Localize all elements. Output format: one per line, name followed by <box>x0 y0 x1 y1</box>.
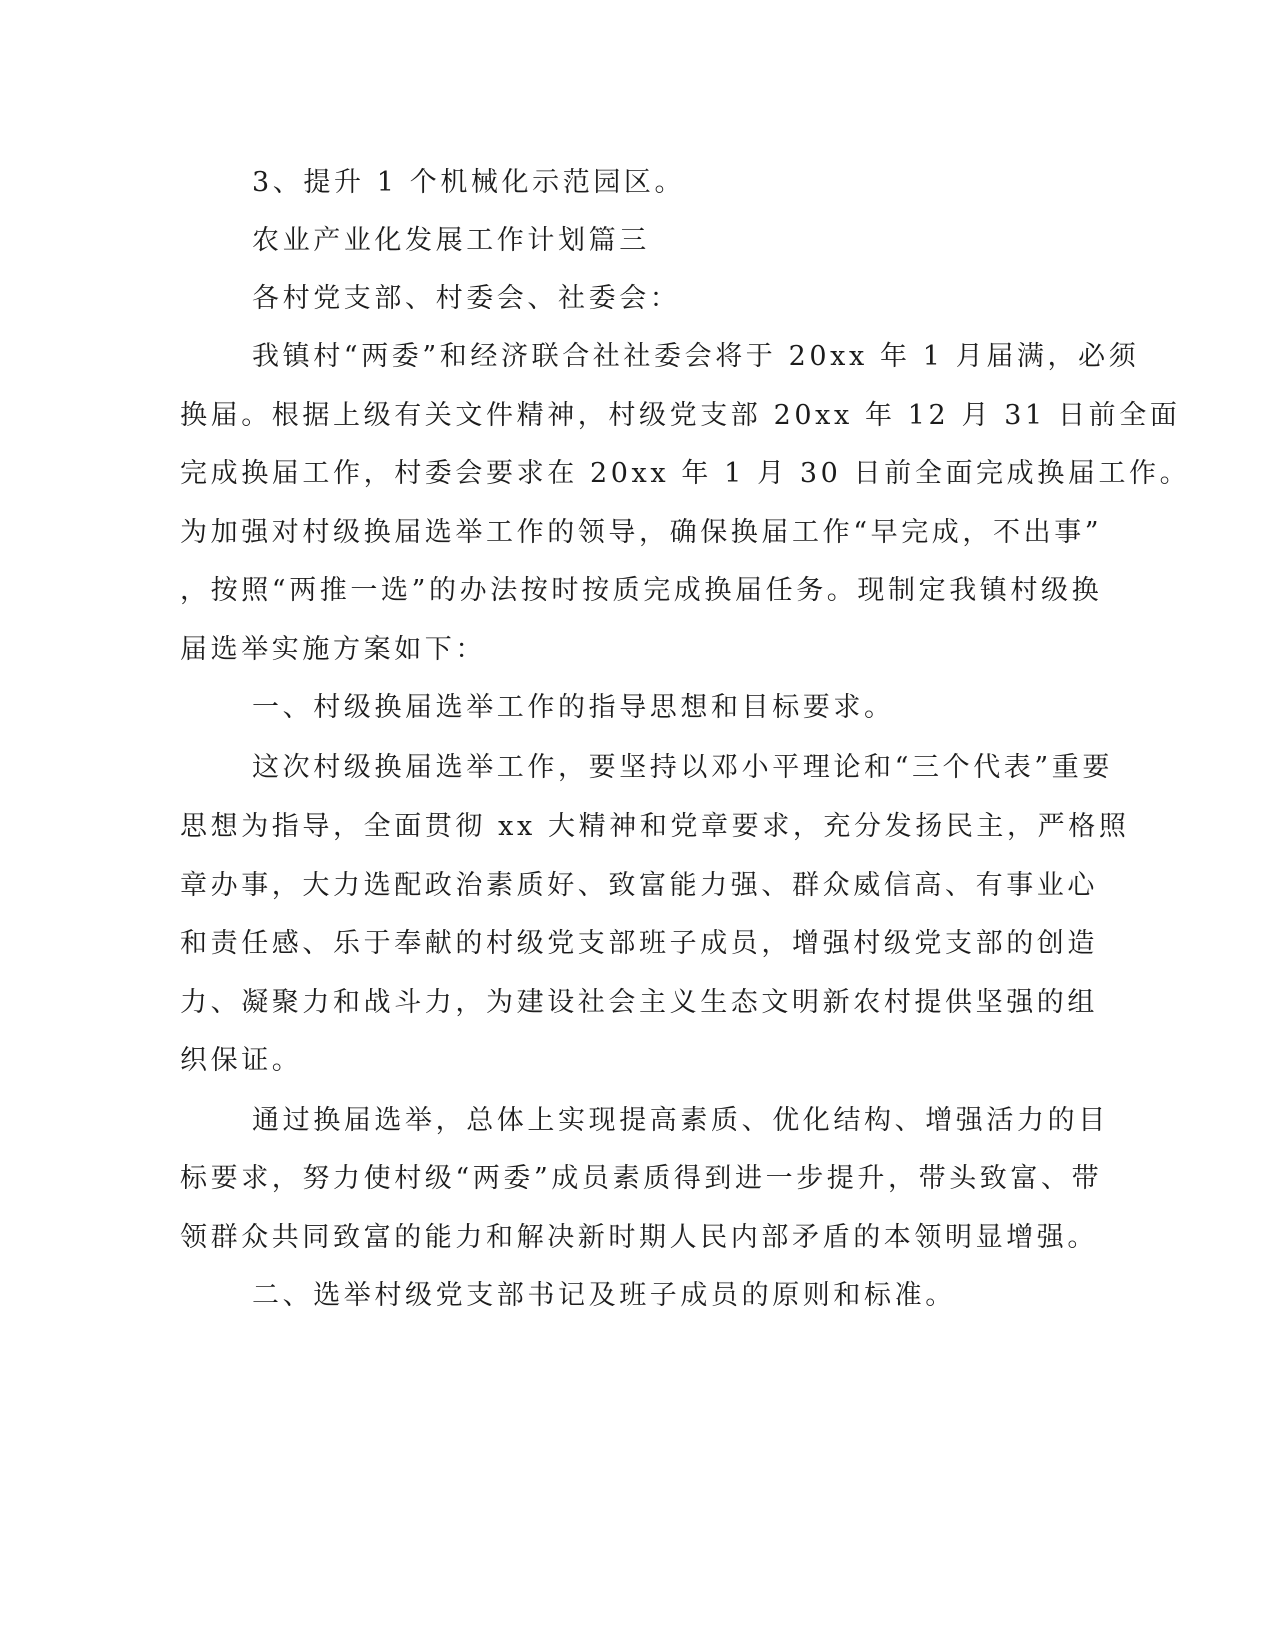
text-line: 3、提升 1 个机械化示范园区。 <box>252 167 686 198</box>
text-line: 届选举实施方案如下： <box>180 634 486 665</box>
text-line: 标要求，努力使村级“两委”成员素质得到进一步提升，带头致富、带 <box>180 1163 1103 1194</box>
text-line: 思想为指导，全面贯彻 xx 大精神和党章要求，充分发扬民主，严格照 <box>180 811 1130 842</box>
text-line: 织保证。 <box>180 1045 303 1076</box>
text-line: 力、凝聚力和战斗力，为建设社会主义生态文明新农村提供坚强的组 <box>180 987 1098 1018</box>
salutation: 各村党支部、村委会、社委会： <box>252 283 681 314</box>
section-heading: 农业产业化发展工作计划篇三 <box>252 225 650 256</box>
text-line: 章办事，大力选配政治素质好、致富能力强、群众威信高、有事业心 <box>180 870 1098 901</box>
text-line: 我镇村“两委”和经济联合社社委会将于 20xx 年 1 月届满，必须 <box>252 341 1140 372</box>
text-line: 为加强对村级换届选举工作的领导，确保换届工作“早完成，不出事” <box>180 517 1103 548</box>
text-line: ，按照“两推一选”的办法按时按质完成换届任务。现制定我镇村级换 <box>180 575 1103 606</box>
text-line: 换届。根据上级有关文件精神，村级党支部 20xx 年 12 月 31 日前全面 <box>180 400 1181 431</box>
text-line: 和责任感、乐于奉献的村级党支部班子成员，增强村级党支部的创造 <box>180 928 1098 959</box>
text-line: 完成换届工作，村委会要求在 20xx 年 1 月 30 日前全面完成换届工作。 <box>180 458 1191 489</box>
text-line: 这次村级换届选举工作，要坚持以邓小平理论和“三个代表”重要 <box>252 752 1114 783</box>
subheading: 一、村级换届选举工作的指导思想和目标要求。 <box>252 692 895 723</box>
subheading: 二、选举村级党支部书记及班子成员的原则和标准。 <box>252 1280 956 1311</box>
text-line: 通过换届选举，总体上实现提高素质、优化结构、增强活力的目 <box>252 1105 1109 1136</box>
text-line: 领群众共同致富的能力和解决新时期人民内部矛盾的本领明显增强。 <box>180 1222 1098 1253</box>
